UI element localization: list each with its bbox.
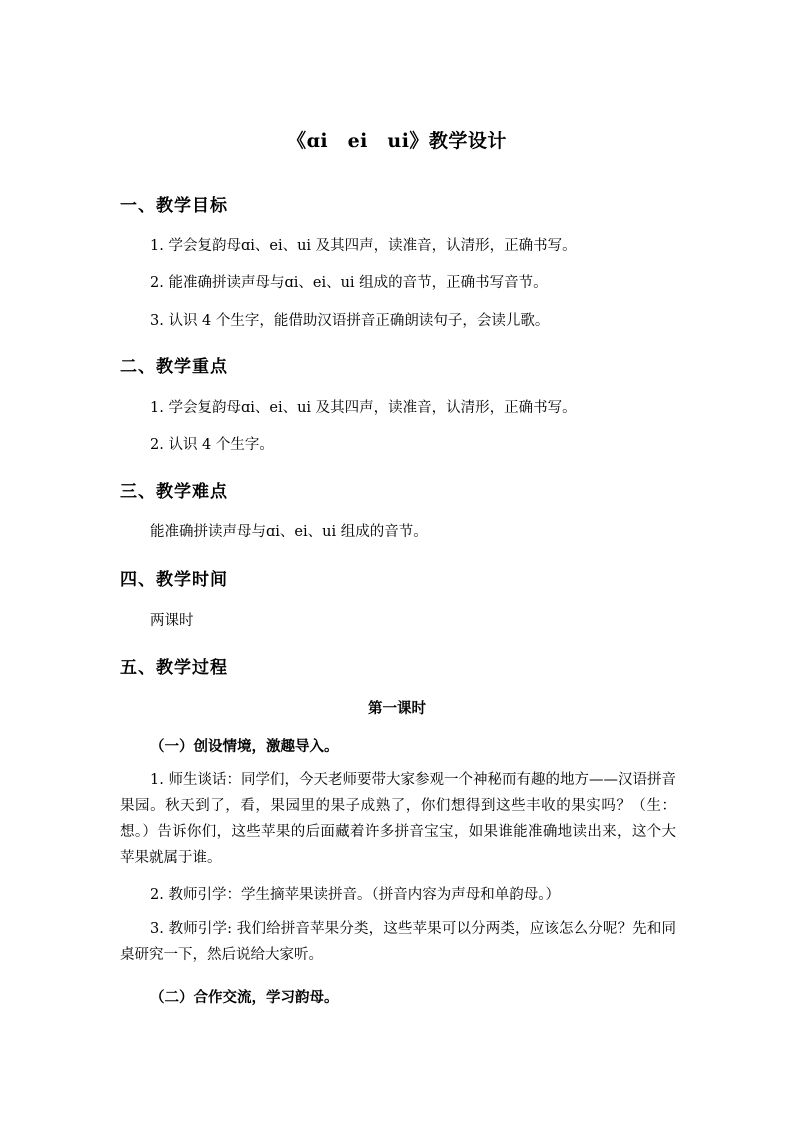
time-text: 两课时 (150, 613, 194, 629)
process-paragraph-1: 1. 师生谈话：同学们，今天老师要带大家参观一个神秘而有趣的地方——汉语拼音果园。秋天到了，看，果园里的果子成熟了，你们想得到这些丰收的果实吗？（生：想。）告诉你们，这些苹果的后面藏着许多拼音宝宝，如果谁能准确地读出来，这个大苹果就属于谁。 (120, 772, 676, 866)
goal-item-1: 1. 学会复韵母ɑi、ei、ui 及其四声，读准音，认清形，正确书写。 (150, 238, 577, 254)
heading-time: 四、教学时间 (120, 570, 228, 590)
heading-goals: 一、教学目标 (120, 196, 228, 216)
lesson-title: 第一课时 (368, 700, 426, 717)
key-point-item-1: 1. 学会复韵母ɑi、ei、ui 及其四声，读准音，认清形，正确书写。 (150, 400, 577, 416)
process-paragraph-2: 2. 教师引学：学生摘苹果读拼音。（拼音内容为声母和单韵母。） (150, 887, 560, 903)
heading-process: 五、教学过程 (120, 658, 228, 678)
goal-item-2: 2. 能准确拼读声母与ɑi、ei、ui 组成的音节，正确书写音节。 (150, 275, 548, 291)
goal-item-3: 3. 认识 4 个生字，能借助汉语拼音正确朗读句子，会读儿歌。 (150, 313, 550, 329)
part1-title: （一）创设情境，激趣导入。 (150, 738, 339, 755)
part2-title: （二）合作交流，学习韵母。 (150, 989, 339, 1006)
difficulties-text: 能准确拼读声母与ɑi、ei、ui 组成的音节。 (150, 524, 428, 540)
process-paragraph-3: 3. 教师引学: 我们给拼音苹果分类，这些苹果可以分两类，应该怎么分呢？先和同桌研究一下，然后说给大家听。 (120, 921, 676, 963)
heading-key-points: 二、教学重点 (120, 357, 228, 377)
key-point-item-2: 2. 认识 4 个生字。 (150, 437, 274, 453)
document-title: 《ɑi ei ui》教学设计 (287, 130, 507, 152)
heading-difficulties: 三、教学难点 (120, 482, 228, 502)
